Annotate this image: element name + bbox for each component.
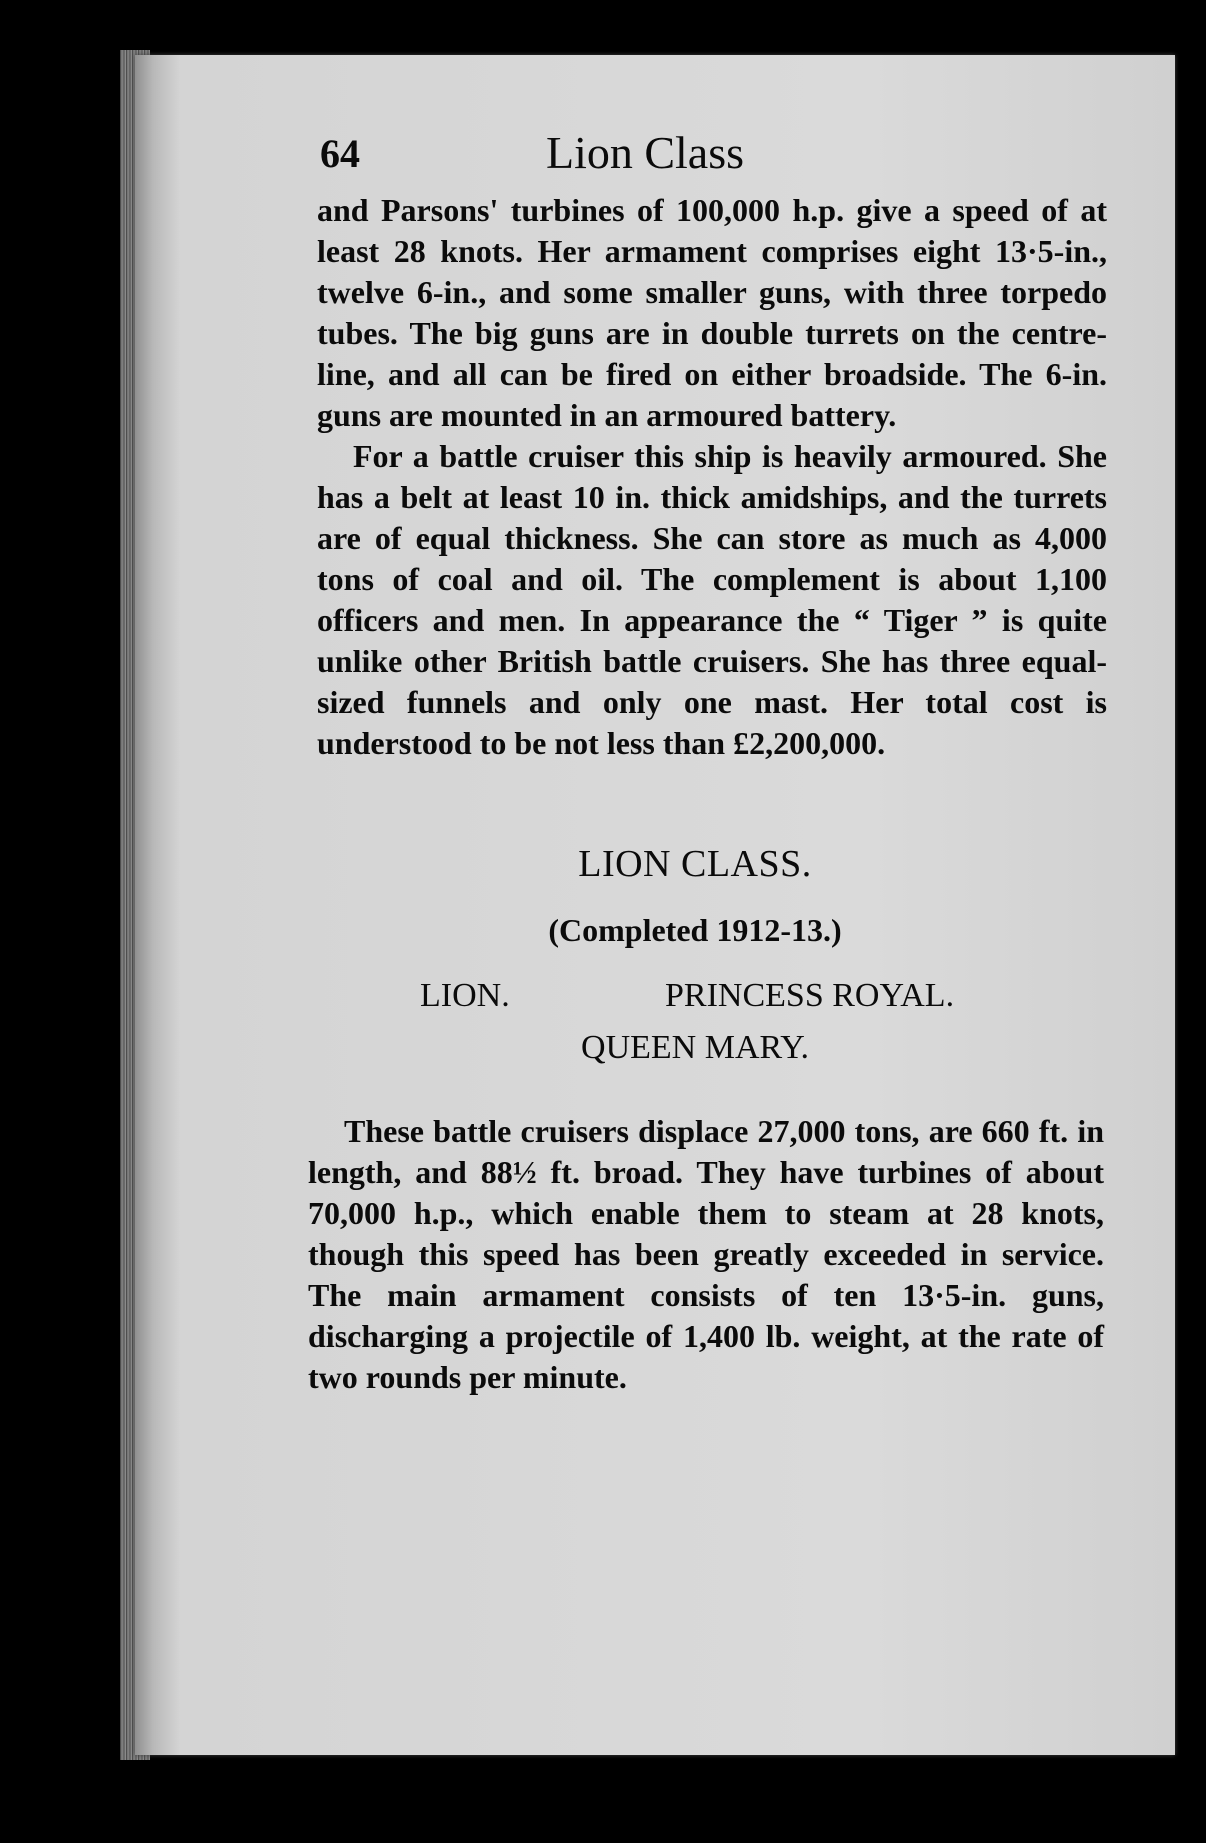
page-content [180, 120, 1110, 1398]
section-title: LION CLASS. [578, 843, 812, 885]
ship-name-lion: LION. [420, 977, 510, 1014]
paragraph-lion-class: These battle cruisers displace 27,000 tons, are 660 ft. in length, and 88½ ft. broad. They have turbines of about 70,000 h.p., which enable them to steam at 28 knots, though this speed has been greatly exceeded in service. The main armament consists of ten 13·5-in. guns, discharging a projectile of 1,400 lb. weight, at the rate of two rounds per minute. [308, 1113, 1104, 1395]
ship-name-queen-mary: QUEEN MARY. [581, 1029, 809, 1066]
page-number: 64 [320, 131, 360, 176]
section-subtitle: (Completed 1912-13.) [548, 912, 842, 948]
ship-names-row [180, 977, 1110, 1021]
ship-name-princess-royal: PRINCESS ROYAL. [665, 977, 955, 1014]
running-title: Lion Class [545, 127, 745, 178]
running-head [180, 120, 1110, 190]
paragraph-tiger-armour: For a battle cruiser this ship is heavily armoured. She has a belt at least 10 in. thick amidships, and the turrets are of equal thickness. She can store as much as 4,000 tons of coal and oil. The complement is about 1,100 officers and men. In appearance the “ Tiger ” is quite unlike other British battle cruisers. She has three equal-sized funnels and only one mast. Her total cost is understood to be not less than £2,200,000. [317, 438, 1107, 761]
paragraph-continuation: and Parsons' turbines of 100,000 h.p. give a speed of at least 28 knots. Her armament comprises eight 13·5-in., twelve 6-in., and some smaller guns, with three torpedo tubes. The big guns are in double turrets on the centre-line, and all can be fired on either broadside. The 6-in. guns are mounted in an armoured battery. [317, 192, 1107, 433]
